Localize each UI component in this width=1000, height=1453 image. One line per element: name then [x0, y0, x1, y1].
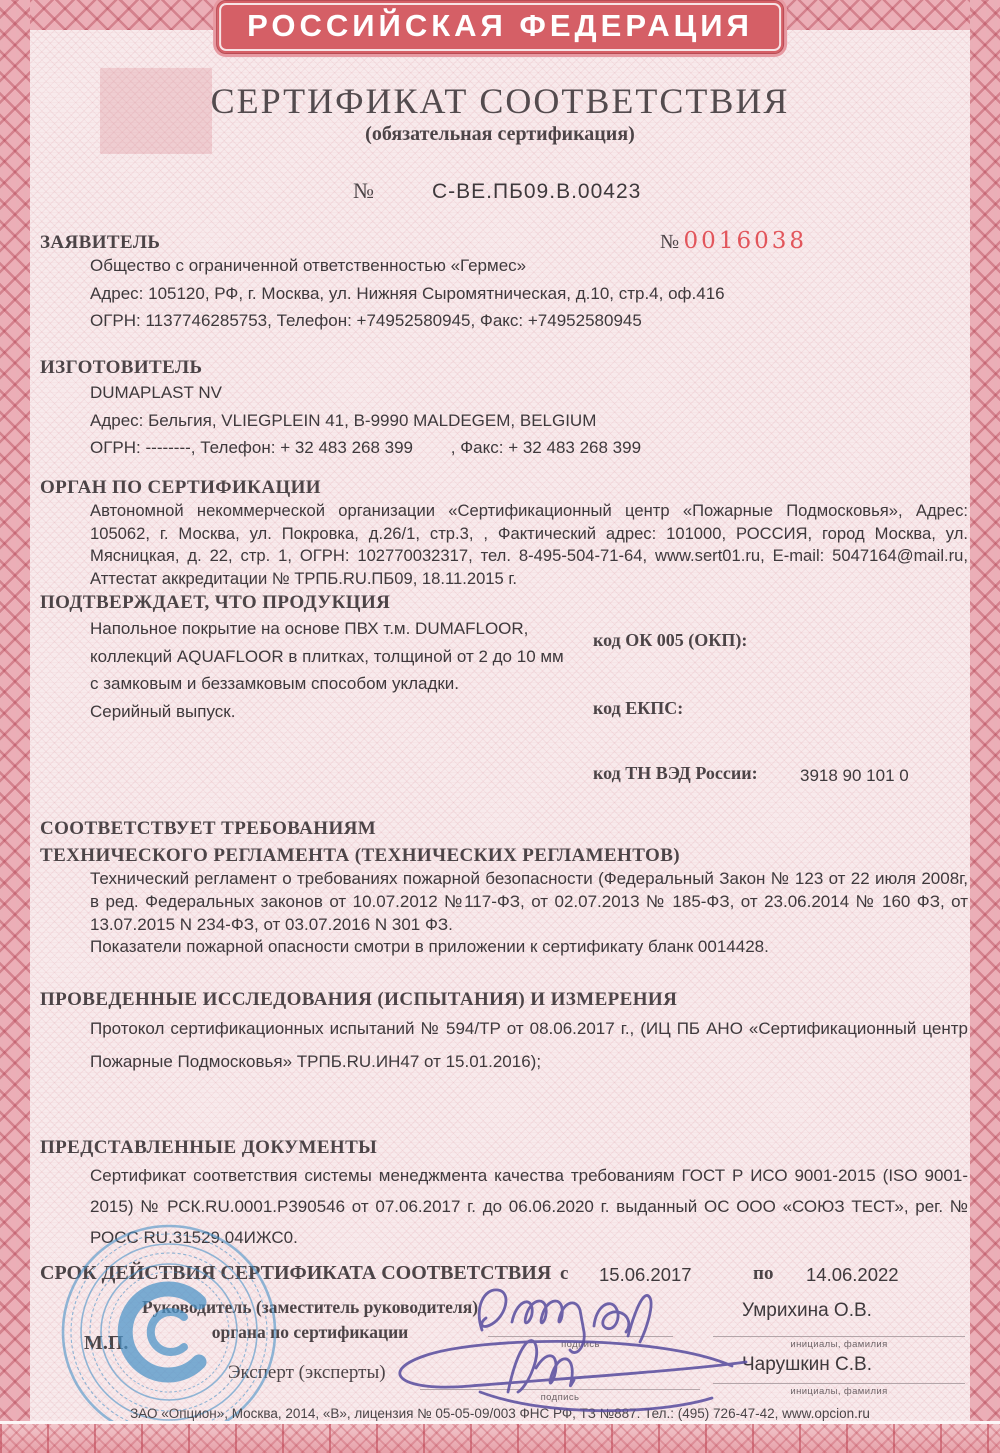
expert-role: Эксперт (эксперты): [228, 1362, 386, 1383]
validity-to-date: 14.06.2022: [806, 1264, 899, 1285]
applicant-line: ОГРН: 1137746285753, Телефон: +74952580945, Факс: +74952580945: [90, 311, 642, 330]
cert-body-heading: ОРГАН ПО СЕРТИФИКАЦИИ: [40, 477, 321, 498]
applicant-line: Общество с ограниченной ответственностью «Гермес»: [90, 256, 527, 275]
blank-number-digits: 0016038: [683, 228, 807, 254]
research-paragraph: Протокол сертификационных испытаний № 594/ТР от 08.06.2017 г., (ИЦ ПБ АНО «Сертификационный центр Пожарные Подмосковья» ТРПБ.RU.ИН47 от 15.01.2016);: [90, 1019, 968, 1071]
printer-footer: ЗАО «Опцион», Москва, 2014, «В», лицензия № 05-05-09/003 ФНС РФ, ТЗ №887. Тел.: (495) 726-47-42, www.opcion.ru: [130, 1406, 870, 1421]
country-banner: [216, 0, 784, 54]
border-right-ornament: [970, 0, 1000, 1453]
head-signature-field: [488, 1336, 673, 1350]
code-ekps-label: код ЕКПС:: [593, 698, 684, 718]
expert-signature-line: [420, 1389, 700, 1390]
manufacturer-line: DUMAPLAST NV: [90, 383, 222, 402]
head-name: Умрихина О.В.: [742, 1300, 872, 1321]
documents-paragraph: Сертификат соответствия системы менеджмента качества требованиям ГОСТ Р ИСО 9001-2015 (ISO 9001-2015) № РСК.RU.0001.Р390546 от 07.06.2017 г. до 06.06.2020 г. выданный ОС ООО «СОЮЗ ТЕСТ», рег. № РОСС RU.31529.04ИЖС0.: [90, 1166, 968, 1247]
document-title: СЕРТИФИКАТ СООТВЕТСТВИЯ: [210, 81, 790, 121]
validity-heading: СРОК ДЕЙСТВИЯ СЕРТИФИКАТА СООТВЕТСТВИЯ: [40, 1262, 552, 1284]
certificate-number-label: №: [353, 178, 374, 203]
cert-body-paragraph: Автономной некоммерческой организации «Сертификационный центр «Пожарные Подмосковья», Адрес: 105062, г. Москва, ул. Покровка, д.26/1, стр.3, , Фактический адрес: 101000, РОССИЯ, город Москва, ул. Мясницкая, д. 22, стр. 1, ОГРН: 102770032317, тел. 8-495-504-71-64, www.sert01.ru, E-mail: 5047164@mail.ru, Аттестат аккредитации № ТРПБ.RU.ПБ09, 18.11.2015 г.: [90, 501, 968, 588]
head-role: [140, 1295, 480, 1345]
head-role-line2: органа по сертификации: [211, 1322, 409, 1342]
research-heading: ПРОВЕДЕННЫЕ ИССЛЕДОВАНИЯ (ИСПЫТАНИЯ) И ИЗМЕРЕНИЯ: [40, 989, 678, 1010]
applicant-details: [90, 252, 890, 335]
expert-name-line: [713, 1383, 965, 1384]
head-name-line: [713, 1336, 965, 1337]
product-line: коллекций AQUAFLOOR в плитках, толщиной от 2 до 10 мм: [90, 646, 564, 666]
border-left-ornament: [0, 0, 30, 1453]
expert-name-caption: инициалы, фамилия: [790, 1386, 888, 1397]
blank-number-label: №: [660, 231, 680, 253]
code-ok-label: код ОК 005 (ОКП):: [593, 630, 748, 650]
compliance-paragraph: Технический регламент о требованиях пожарной безопасности (Федеральный Закон № 123 от 22 июля 2008г, в ред. Федеральных законов от 10.07.2012 №117-ФЗ, от 02.07.2013 № 185-ФЗ, от 23.06.2014 № 160 ФЗ, от 13.07.2015 N 234-ФЗ, от 03.07.2016 N 301 ФЗ.: [90, 869, 968, 934]
manufacturer-line: Адрес: Бельгия, VLIEGPLEIN 41, B-9990 MALDEGEM, BELGIUM: [90, 410, 597, 430]
applicant-line: Адрес: 105120, РФ, г. Москва, ул. Нижняя Сыромятническая, д.10, стр.4, оф.416: [90, 283, 725, 303]
head-signature-caption: подпись: [561, 1339, 600, 1350]
expert-signature-field: [420, 1389, 700, 1403]
manufacturer-line: ОГРН: --------, Телефон: + 32 483 268 399 , Факс: + 32 483 268 399: [90, 438, 642, 457]
expert-name-field: [713, 1383, 965, 1397]
border-bottom-ornament: [0, 1421, 1000, 1453]
product-description: [90, 615, 655, 725]
certificate-number-value: С-ВЕ.ПБ09.В.00423: [432, 180, 642, 203]
product-heading: ПОДТВЕРЖДАЕТ, ЧТО ПРОДУКЦИЯ: [40, 592, 391, 613]
compliance-heading-2: ТЕХНИЧЕСКОГО РЕГЛАМЕНТА (ТЕХНИЧЕСКИХ РЕГЛАМЕНТОВ): [40, 845, 681, 866]
expert-signature-caption: подпись: [540, 1392, 580, 1403]
head-signature-line: [488, 1336, 673, 1337]
manufacturer-heading: ИЗГОТОВИТЕЛЬ: [40, 357, 203, 378]
product-line: Напольное покрытие на основе ПВХ т.м. DUMAFLOOR,: [90, 619, 529, 638]
validity-from-label: с: [560, 1263, 569, 1284]
validity-from-date: 15.06.2017: [599, 1264, 692, 1285]
documents-heading: ПРЕДСТАВЛЕННЫЕ ДОКУМЕНТЫ: [40, 1137, 378, 1158]
code-tnved-value: 3918 90 101 0: [800, 766, 909, 785]
code-tnved-label: код ТН ВЭД России:: [593, 763, 758, 783]
product-line: с замковым и беззамковым способом укладки.: [90, 674, 460, 693]
blank-number: [660, 228, 807, 254]
compliance-heading-1: СООТВЕТСТВУЕТ ТРЕБОВАНИЯМ: [40, 818, 377, 839]
applicant-heading: ЗАЯВИТЕЛЬ: [40, 232, 161, 253]
product-line: Серийный выпуск.: [90, 701, 236, 721]
compliance-text: [90, 868, 968, 959]
head-name-field: [713, 1336, 965, 1350]
manufacturer-details: [90, 379, 890, 462]
validity-to-label: по: [753, 1263, 774, 1284]
head-role-line1: Руководитель (заместитель руководителя): [141, 1297, 479, 1317]
head-name-caption: инициалы, фамилия: [790, 1339, 888, 1350]
compliance-note: Показатели пожарной опасности смотри в приложении к сертификату бланк 0014428.: [90, 937, 769, 957]
mp-label: М.П.: [84, 1332, 129, 1354]
country-banner-title: РОССИЙСКАЯ ФЕДЕРАЦИЯ: [247, 8, 753, 43]
document-subtitle: (обязательная сертификация): [365, 123, 635, 145]
expert-name: Чарушкин С.В.: [742, 1354, 872, 1375]
